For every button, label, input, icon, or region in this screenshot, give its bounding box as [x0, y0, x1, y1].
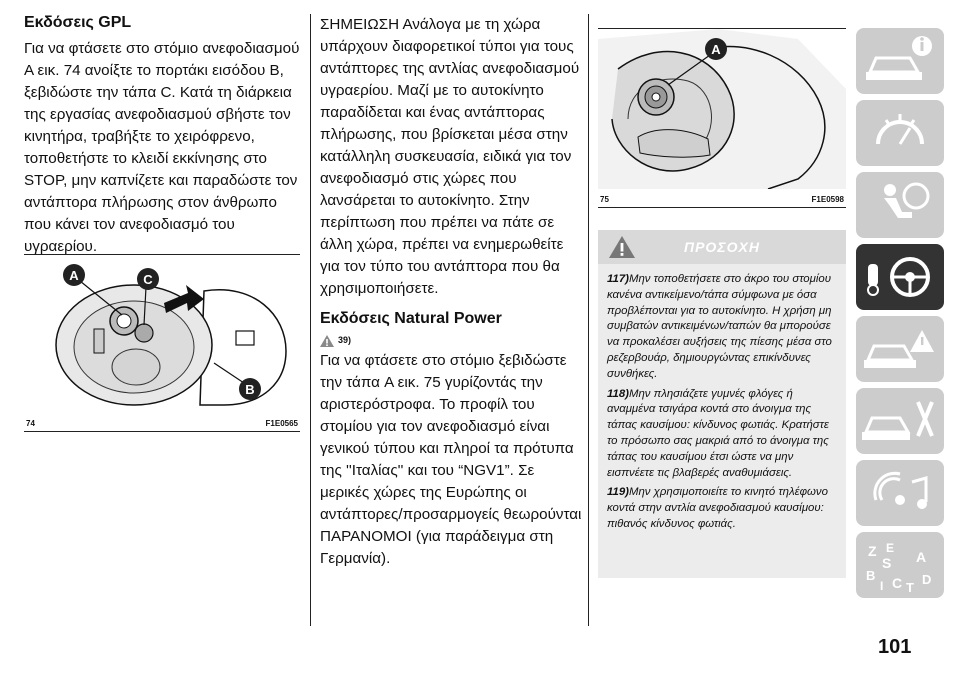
- warning-item: [607, 272, 841, 383]
- figure-caption: [598, 192, 846, 208]
- label-c: C: [143, 272, 153, 287]
- tab-starting-driving[interactable]: [856, 244, 944, 310]
- warning-title: ΠΡΟΣΟΧΗ: [684, 239, 760, 255]
- index-letter: Z: [868, 543, 877, 559]
- index-letter: S: [882, 555, 892, 571]
- label-a: A: [69, 268, 79, 283]
- index-letter: B: [866, 568, 876, 583]
- reference-number: 39): [338, 335, 352, 345]
- figure-74: [24, 254, 300, 432]
- fuel-cap-cng-illustration: [598, 29, 846, 189]
- warning-text: Μην πλησιάζετε γυμνές φλόγες ή αναμμένα τσιγάρα κοντά στο άνοιγμα της τάπας καυσίμου: κίνδυνος φωτιάς. Κρατήστε το πρόσωπο σας μακριά από το άνοιγμα της τάπας του καυσίμου έτσι ώστε να μην εισπνέετε τις βλαβερές αναθυμιάσεις.: [607, 387, 829, 479]
- car-warning-icon: [856, 316, 944, 382]
- dashboard-warning-icon: [856, 100, 944, 166]
- figure-code: F1E0598: [811, 195, 844, 204]
- column-divider-2: [588, 14, 589, 626]
- tab-maintenance[interactable]: [856, 388, 944, 454]
- tab-multimedia[interactable]: [856, 460, 944, 526]
- index-letters-icon: [856, 532, 944, 598]
- warning-number: 119): [607, 486, 629, 499]
- gpl-paragraph: Για να φτάσετε στο στόμιο ανεφοδιασμού A εικ. 74 ανοίξτε το πορτάκι εισόδου B, ξεβιδώστε την τάπα C. Κατά τη διάρκεια της εργασίας ανεφοδιασμού σβήστε τον κινητήρα, τραβήξτε το χειρόφρενο, τοποθετήστε το κλειδί εκκίνησης στο STOP, μην καπνίζετε και παραδώστε τον αντάπτορα πλήρωσης στον άνθρωπο που κάνει τον ανεφοδιασμό του υγραερίου.: [24, 40, 300, 255]
- label-a: A: [711, 42, 721, 57]
- warning-list: [607, 272, 841, 537]
- car-info-icon: [856, 28, 944, 94]
- index-letter: A: [916, 549, 927, 565]
- figure-code: F1E0565: [265, 419, 298, 428]
- warning-header: [598, 230, 846, 264]
- adapter-note: ΣΗΜΕΙΩΣΗ Ανάλογα με τη χώρα υπάρχουν διαφορετικοί τύποι για τους αντάπτορες της αντλίας ανεφοδιασμού υγραερίου. Μαζί με το αυτοκίνητο παραδίδεται και ένας αντάπτορας πλήρωσης, που βρίσκεται μέσα στην κατάλληλη συσκευασία, ειδικά για τον ανεφοδιασμό στις χώρες που λανσάρεται το αυτοκίνητο. Στην περίπτωση που πρέπει να πάτε σε άλλη χώρα, πρέπει να ενημερωθείτε για τον τύπο του αντάπτορα που θα χρησιμοποιήσετε.: [320, 16, 580, 297]
- warning-box: [598, 230, 846, 578]
- airbag-seat-icon: [856, 172, 944, 238]
- figure-75: [598, 28, 846, 208]
- warning-number: 118): [607, 387, 629, 400]
- index-letter: I: [880, 579, 884, 593]
- tab-emergency[interactable]: [856, 316, 944, 382]
- column-divider-1: [310, 14, 311, 626]
- key-steering-wheel-icon: [856, 244, 944, 310]
- warning-item: [607, 485, 841, 532]
- figure-number: 75: [600, 195, 609, 204]
- natural-power-paragraph: Για να φτάσετε στο στόμιο ξεβιδώστε την τάπα A εικ. 75 γυρίζοντάς την αριστερόστροφα. Το προφίλ του στομίου για τον ανεφοδιασμό είναι γενικού τύπου και πληροί τα πρότυπα της ''Ιταλίας'' και του “NGV1”. Σε μερικές χώρες της Ευρώπης οι αντάπτορες/προσαρμογείς θεωρούνται ΠΑΡΑΝΟΜΟΙ (για παράδειγμα στη Γερμανία).: [320, 352, 582, 567]
- warning-triangle-icon: [320, 335, 334, 347]
- tab-safety[interactable]: [856, 172, 944, 238]
- warning-number: 117): [607, 273, 629, 285]
- tab-vehicle-info[interactable]: [856, 28, 944, 94]
- warning-item: [607, 387, 841, 482]
- car-tools-icon: [856, 388, 944, 454]
- warning-text: Μην τοποθετήσετε στο άκρο του στομίου κανένα αντικείμενο/τάπα σύμφωνα με όσα προβλέπονται για το αυτοκίνητο. Η χρήση μη συμβατών αντικειμένων/ταπών θα μπορούσε να προκαλέσει αυξήσεις της πίεσης μέσα στο ρεζερβουάρ, δημιουργώντας επικίνδυνες συνθήκες.: [607, 273, 832, 380]
- left-column: [24, 14, 300, 258]
- index-letter: D: [922, 572, 932, 587]
- index-letter: T: [906, 580, 914, 595]
- multimedia-icon: [856, 460, 944, 526]
- middle-column: [320, 14, 582, 570]
- tab-index[interactable]: [856, 532, 944, 598]
- index-letter: C: [892, 575, 903, 591]
- page-number: 101: [878, 636, 912, 658]
- figure-number: 74: [26, 419, 35, 428]
- index-letter: E: [886, 541, 895, 555]
- figure-caption: [24, 416, 300, 432]
- reference-marker: [320, 334, 582, 350]
- tab-dashboard[interactable]: [856, 100, 944, 166]
- warning-text: Μην χρησιμοποιείτε το κινητό τηλέφωνο κοντά στην αντλία ανεφοδιασμού καυσίμου: πιθανός κίνδυνος φωτιάς.: [607, 486, 828, 530]
- label-b: B: [245, 382, 255, 397]
- gpl-heading: Εκδόσεις GPL: [24, 14, 132, 31]
- fuel-door-gpl-illustration: [24, 255, 300, 413]
- natural-power-heading: Εκδόσεις Natural Power: [320, 310, 502, 327]
